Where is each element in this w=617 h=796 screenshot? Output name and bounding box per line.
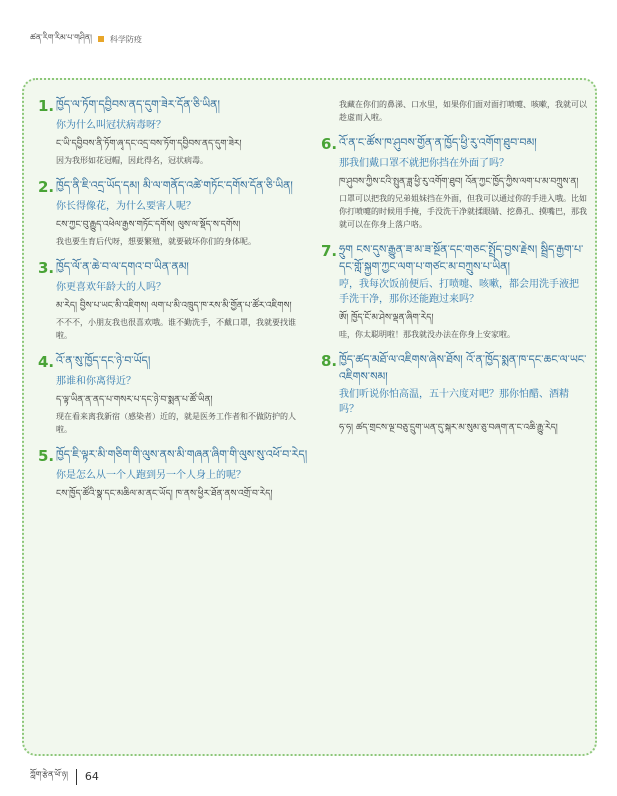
footer-journal-title: ཀློག་རྩེན་ཕོ་ཉ། (30, 770, 68, 779)
question-number: 5. (38, 447, 55, 465)
question-chinese: 那我们戴口罩不就把你挡在外面了吗？ (339, 158, 509, 169)
page-header (30, 32, 142, 46)
question-chinese: 我们听说你怕高温，五十六度对吧？那你怕醋、酒精吗？ (339, 389, 569, 415)
right-column (321, 96, 587, 446)
question-number: 6. (321, 135, 338, 153)
question-tibetan: ཁྱོད་ལོ་ན་ཆེ་བ་ལ་དགའ་བ་ཡིན་ནམ། (56, 260, 189, 273)
qa-item (38, 96, 310, 167)
qa-item (38, 352, 310, 436)
qa-item (321, 134, 587, 231)
qa-item (38, 177, 310, 248)
question-row (38, 258, 310, 278)
question-tibetan: ཧྲུག ངས་དུས་རྒྱུན་ཟ་མ་ཟ་སྔོན་དང་གཅང་སྤྲོད་བྱས་རྗེས། སྦྲིད་རྒྱག་པ་དང་གློ་སྐྱག་ཀྱང་ལག་པ་གཙང་མ་བཀྲུས་པ་ཡིན། (339, 243, 584, 273)
question-tibetan: ཁྱོད་ལ་ཏོག་དབྱིབས་ནད་དུག་ཟེར་དོན་ཅི་ཡིན། (56, 98, 220, 111)
answer-tibetan: ང་ཡི་དབྱིབས་ནི་ཏོག་ཞྭ་དང་འདྲ་བས་ཏོག་དབྱིབས་ནད་དུག་ཟེར། (56, 139, 242, 149)
answer-chinese: 不不不，小朋友我也很喜欢哦。谁不勤洗手，不戴口罩，我就要找谁啦。 (56, 318, 296, 340)
question-chinese: 你长得像花，为什么要害人呢？ (56, 201, 196, 212)
answer-tibetan: ཨོ། ཁྱོད་ངོ་མ་ཤེས་ལྡན་ཞིག་རེད། (339, 313, 434, 323)
answer-tibetan: ངས་ཁྱོད་ཚོའི་སྣ་དང་མཆིལ་མ་ནང་ཡོད། ཁ་ནས་ཕྱིར་ཐོན་ནས་འགྲོ་བ་རེད། (56, 489, 273, 499)
question-row (38, 177, 310, 197)
answer-tibetan: ད་ལྟ་ཡིན་ན་ནད་པ་གསར་པ་དང་ཉེ་བ་སྨན་པ་ཚོ་ཡིན། (56, 395, 213, 405)
answer-tibetan: ཧ་ཧ། ཚད་གྲངས་ལྔ་བཅུ་དྲུག་ཡན་དུ་སྐར་མ་སུམ་ཅུ་བཞག་ན་ང་འཆི་རྒྱུ་རེད། (339, 423, 558, 433)
answer-tibetan: ངས་ཀྱང་བུ་རྒྱུད་འཕེལ་རྒྱས་གཏོང་དགོས། ལུས་ལ་སྡོད་ས་དགོས། (56, 220, 241, 230)
question-chinese: 你更喜欢年龄大的人吗？ (56, 282, 166, 293)
qa-item (321, 351, 587, 436)
answer-chinese: 我藏在你们的鼻涕、口水里，如果你们面对面打喷嚏、咳嗽，我就可以趁虚而入啦。 (339, 100, 587, 122)
answer-chinese: 哇，你太聪明啦！那我就没办法在你身上安家啦。 (339, 330, 515, 339)
left-column (38, 96, 310, 512)
question-row (321, 134, 587, 154)
question-number: 8. (321, 352, 338, 370)
question-number: 7. (321, 242, 338, 260)
answer-chinese: 我也要生育后代呀，想要繁殖，就要破坏你们的身体呢。 (56, 237, 256, 246)
question-number: 4. (38, 353, 55, 371)
question-row (38, 446, 310, 466)
qa-item (38, 258, 310, 342)
qa-item (38, 446, 310, 502)
qa-item (321, 241, 587, 341)
section-marker-icon (98, 36, 104, 42)
question-row (321, 241, 587, 275)
answer-chinese: 现在看来离我新宿（感染者）近的，就是医务工作者和不做防护的人啦。 (56, 412, 296, 434)
answer-tibetan: ཁ་ཤུབས་ཀྱིས་ངའི་སྤུན་ཟླ་ཕྱི་རུ་འགོག་ཐུབ། འོན་ཀྱང་ཁྱོད་ཀྱིས་ལག་པ་མ་བཀྲུས་ན། (339, 177, 579, 187)
question-tibetan: ཁྱོད་ཇི་ལྟར་མི་གཅིག་གི་ལུས་ནས་མི་གཞན་ཞིག་གི་ལུས་སུ་འཕོ་བ་རེད། (56, 448, 308, 461)
question-chinese: 你为什么叫冠状病毒呀？ (56, 120, 166, 131)
question-number: 3. (38, 259, 55, 277)
page-footer (30, 765, 99, 788)
question-tibetan: འོ་ན་སུ་ཁྱོད་དང་ཉེ་བ་ཡོད། (56, 354, 151, 367)
page-number: 64 (84, 770, 99, 783)
question-number: 2. (38, 178, 55, 196)
question-row (321, 351, 587, 385)
question-row (38, 352, 310, 372)
question-chinese: 你是怎么从一个人跑到另一个人身上的呢？ (56, 470, 246, 481)
question-number: 1. (38, 97, 55, 115)
question-row (38, 96, 310, 116)
footer-divider (76, 769, 77, 785)
answer-chinese: 因为我形如花冠帽，因此得名，冠状病毒。 (56, 156, 208, 165)
header-tibetan-title: ཚན་རིག་རིམ་པ་གཤིན། (30, 32, 92, 42)
answer-tibetan: མ་རེད། བྱིས་པ་ཡང་མི་འཇིགས། ལག་པ་མི་འཁྲུད་ཁ་རས་མི་གྱོན་པ་ཚོར་འཇིགས། (56, 301, 292, 311)
question-chinese: 那谁和你离得近？ (56, 376, 136, 387)
qa-panel (22, 78, 597, 756)
question-tibetan: ཁྱོད་ནི་ཇི་འདྲ་ཡོད་དམ། མི་ལ་གནོད་འཚེ་གཏོང་དགོས་དོན་ཅི་ཡིན། (56, 179, 293, 192)
question-chinese: 哼，我每次饭前便后、打喷嚏、咳嗽，都会用洗手液把手洗干净，那你还能跑过来吗？ (339, 279, 579, 305)
header-section-title: 科学防疫 (109, 34, 142, 44)
answer-chinese: 口罩可以把我的兄弟姐妹挡在外面，但我可以通过你的手进入哦。比如你打喷嚏的时候用手掩，手没洗干净就揉眼睛、挖鼻孔、摸嘴巴，那我就可以在你身上落户咯。 (339, 194, 587, 229)
qa-item (321, 98, 587, 124)
question-tibetan: འོ་ན་ང་ཚོས་ཁ་ཤུབས་གྱོན་ན་ཁྱོད་ཕྱི་རུ་འགོག་ཐུབ་བམ། (339, 136, 537, 149)
question-tibetan: ཁྱོད་ཚད་མཐོ་ལ་འཇིགས་ཞེས་ཐོས། འོ་ན་ཁྱོད་སྨན་ཁ་དང་ཆང་ལ་ཡང་འཇིགས་སམ། (339, 353, 587, 383)
